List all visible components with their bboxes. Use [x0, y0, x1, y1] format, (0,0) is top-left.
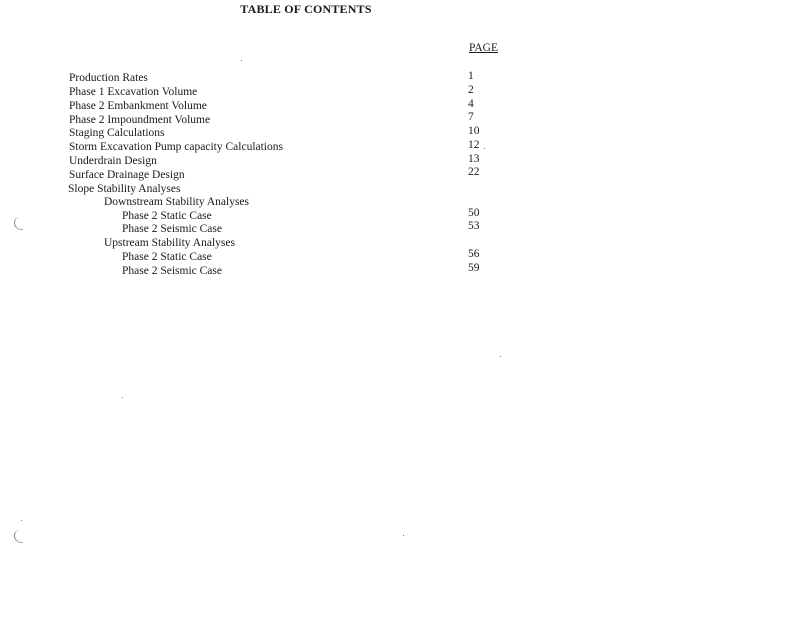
scan-speck: [241, 60, 242, 61]
toc-entry-page: 10: [468, 125, 480, 137]
toc-section-heading: Slope Stability Analyses: [68, 183, 181, 195]
toc-entry-page: 1: [468, 70, 474, 82]
toc-entry-page: 56: [468, 248, 480, 260]
toc-entry-page: 59: [468, 262, 480, 274]
toc-entry-label: Phase 2 Seismic Case: [122, 223, 222, 235]
toc-entry-label: Phase 2 Seismic Case: [122, 265, 222, 277]
toc-entry-page: 22: [468, 166, 480, 178]
toc-subsection-heading: Downstream Stability Analyses: [104, 196, 250, 208]
toc-entry-page: 7: [468, 111, 474, 123]
binder-hole-mark: [14, 530, 23, 543]
toc-entry-page: 53: [468, 220, 480, 232]
toc-entry-label: Staging Calculations: [69, 127, 165, 139]
toc-entry-label: Production Rates: [69, 72, 148, 84]
toc-entry-page: 2: [468, 84, 474, 96]
scan-speck: [21, 520, 22, 521]
document-title: TABLE OF CONTENTS: [240, 2, 372, 16]
toc-entry-page: 13: [468, 153, 480, 165]
toc-entry-label: Phase 2 Static Case: [122, 210, 212, 222]
toc-entry-label: Phase 1 Excavation Volume: [69, 86, 198, 98]
binder-hole-mark: [14, 217, 23, 230]
scan-speck: [500, 356, 501, 357]
scan-speck: [403, 535, 404, 536]
toc-entry-page: 12: [468, 139, 480, 151]
toc-subsection-heading: Upstream Stability Analyses: [104, 237, 235, 249]
toc-entry-label: Phase 2 Static Case: [122, 251, 212, 263]
scan-speck: [122, 397, 123, 398]
page-column-header: PAGE: [469, 42, 498, 54]
toc-entry-page: 50: [468, 207, 480, 219]
toc-entry-label: Phase 2 Embankment Volume: [69, 100, 207, 112]
scan-speck: [484, 148, 485, 149]
toc-entry-label: Storm Excavation Pump capacity Calculations: [69, 141, 283, 153]
toc-entry-label: Underdrain Design: [69, 155, 157, 167]
toc-entry-label: Phase 2 Impoundment Volume: [69, 114, 211, 126]
toc-entry-label: Surface Drainage Design: [69, 169, 185, 181]
toc-entry-page: 4: [468, 98, 474, 110]
